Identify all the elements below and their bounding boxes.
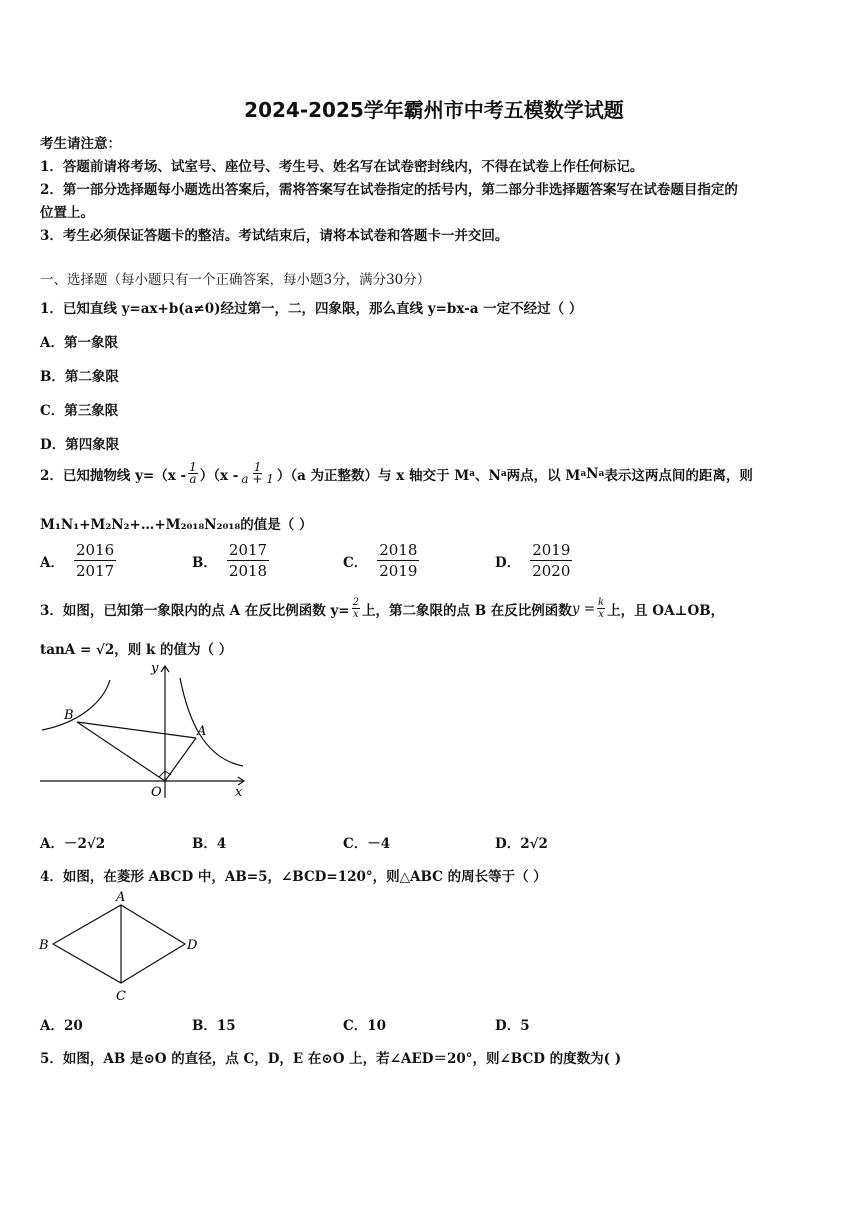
q2-fraction-2: [240, 462, 274, 485]
q2-sub-4: a: [598, 468, 605, 479]
q4-option-d: D．5: [495, 1018, 530, 1034]
q1-option-d: D．第四象限: [40, 437, 120, 453]
q2-option-b-den: 2018: [228, 562, 268, 580]
q2-text-5: 两点，以 M: [506, 467, 581, 484]
q3-yeq: y =: [571, 600, 596, 617]
notice-heading: 考生请注意：: [40, 136, 121, 152]
q4-figure: [36, 887, 206, 1007]
q4-rhombus: [53, 905, 185, 983]
notice-item-3: 3．考生必须保证答题卡的整洁。考试结束后，请将本试卷和答题卡一并交回。: [40, 228, 509, 244]
q3-label-o: O: [151, 785, 162, 800]
q4-label-b: B: [39, 938, 49, 953]
page-title: 2024-2025学年霸州市中考五模数学试题: [244, 98, 624, 122]
q3-option-d: D．2√2: [495, 836, 548, 852]
q2-frac2-den: a + 1: [241, 472, 274, 486]
question-5-stem: 5．如图，AB 是⊙O 的直径，点 C，D，E 在⊙O 上，若∠AED＝20°，则∠BCD 的度数为( ): [40, 1051, 622, 1067]
q2-option-d-den: 2020: [532, 562, 571, 580]
q3-option-a: A．－2√2: [40, 836, 106, 852]
q2-sub-2: a: [500, 468, 507, 479]
question-3-line-2: tanA = √2，则 k 的值为（ ）: [40, 642, 233, 658]
q2-text-2: ）（x -: [199, 467, 239, 484]
q4-label-c: C: [116, 989, 126, 1004]
q2-text-3: ）（a 为正整数）与 x 轴交于 M: [276, 467, 470, 484]
q3-text-2: 上，第二象限的点 B 在反比例函数: [362, 602, 572, 619]
q3-hyperbola-second-quadrant: [42, 680, 110, 730]
q2-sub-3: a: [580, 468, 587, 479]
q4-label-d: D: [187, 938, 198, 953]
q1-option-b: B．第二象限: [40, 369, 119, 385]
q2-option-b-fraction: [227, 540, 269, 581]
q2-option-a-fraction: [74, 540, 116, 581]
q3-text-1: 3．如图，已知第一象限内的点 A 在反比例函数 y=: [40, 602, 350, 619]
q2-option-a-num: 2016: [75, 541, 115, 559]
notice-item-1: 1．答题前请将考场、试室号、座位号、考生号、姓名写在试卷密封线内，不得在试卷上作任何标记。: [40, 159, 644, 175]
q2-option-a-label: A．: [40, 554, 64, 571]
q1-option-a: A．第一象限: [40, 335, 118, 351]
q2-fraction-1: [188, 462, 198, 485]
q1-option-c: C．第三象限: [40, 403, 119, 419]
q3-option-c: C．－4: [343, 836, 391, 852]
q2-option-c-fraction: [377, 540, 419, 581]
question-3-stem: [40, 597, 724, 620]
question-1-stem: 1．已知直线 y=ax+b(a≠0)经过第一，二，四象限，那么直线 y=bx-a 一定不经过（ ）: [40, 301, 583, 317]
q3-segment-ba: [77, 722, 196, 738]
q3-frac1-den: x: [352, 609, 359, 620]
q2-text-1: 2．已知抛物线 y=（x -: [40, 467, 187, 484]
q3-fraction-1: [352, 597, 360, 620]
q3-label-b: B: [64, 708, 74, 723]
q4-option-c: C．10: [343, 1018, 387, 1034]
question-2-line-2: M₁N₁+M₂N₂+…+M₂₀₁₈N₂₀₁₈的值是（ ）: [40, 517, 313, 533]
q2-option-c: [343, 540, 419, 581]
q2-option-b-label: B．: [192, 554, 217, 571]
q2-option-d-fraction: [530, 540, 572, 581]
q2-option-d-num: 2019: [532, 541, 571, 559]
q4-option-b: B．15: [192, 1018, 236, 1034]
q2-text-6: N: [586, 465, 599, 482]
q2-option-c-label: C．: [343, 554, 368, 571]
q2-sub-1: a: [469, 468, 475, 479]
q3-label-y: y: [151, 661, 159, 676]
q2-option-a-den: 2017: [75, 562, 115, 580]
q2-frac2-num: 1: [253, 460, 262, 474]
question-2-stem: [40, 462, 753, 485]
q3-label-a: A: [197, 724, 207, 739]
q2-option-c-num: 2018: [379, 541, 418, 559]
notice-item-2-cont: 位置上。: [40, 205, 94, 221]
q3-text-3: 上，且 OA⊥OB，: [607, 602, 725, 619]
q4-label-a: A: [116, 890, 126, 905]
q2-frac1-den: a: [189, 472, 197, 486]
q2-option-b-num: 2017: [228, 541, 268, 559]
q2-frac1-num: 1: [189, 460, 197, 474]
q3-figure: [38, 658, 253, 803]
q4-option-a: A．20: [40, 1018, 83, 1034]
section-heading: 一、选择题（每小题只有一个正确答案，每小题3分，满分30分）: [40, 272, 431, 288]
q3-hyperbola-first-quadrant: [180, 678, 243, 766]
q2-text-4: 、N: [474, 467, 501, 484]
q2-option-c-den: 2019: [379, 562, 418, 580]
q3-frac1-num: 2: [352, 597, 359, 608]
q2-option-b: [192, 540, 269, 581]
q2-text-7: 表示这两点间的距离，则: [604, 467, 753, 484]
q3-frac2-num: k: [598, 597, 605, 608]
q3-option-b: B．4: [192, 836, 227, 852]
q3-segment-ob: [77, 722, 165, 781]
q3-frac2-den: x: [598, 609, 604, 620]
q3-label-x: x: [235, 785, 243, 800]
q2-option-d-label: D．: [495, 554, 521, 571]
q2-option-d: [495, 540, 572, 581]
q3-fraction-2: [597, 597, 605, 620]
q2-option-a: [40, 540, 116, 581]
notice-item-2: 2．第一部分选择题每小题选出答案后，需将答案写在试卷指定的括号内，第二部分非选择题答案写在试卷题目指定的: [40, 182, 738, 198]
question-4-stem: 4．如图，在菱形 ABCD 中，AB=5，∠BCD=120°，则△ABC 的周长等于（ ）: [40, 869, 547, 885]
